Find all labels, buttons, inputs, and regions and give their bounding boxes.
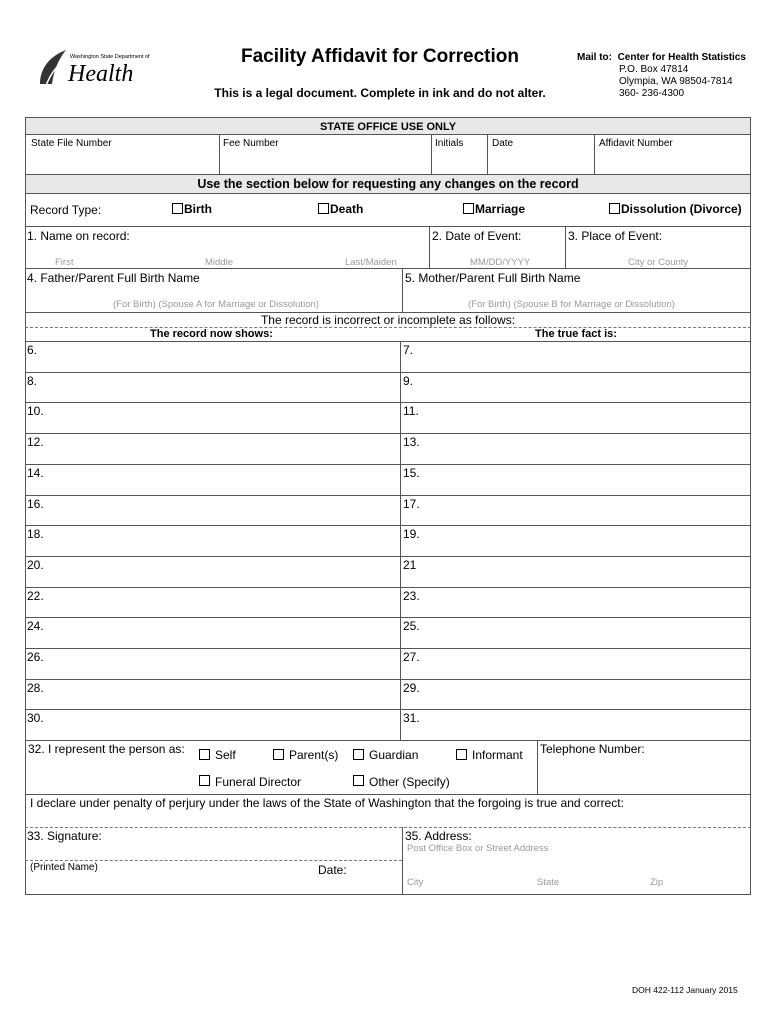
funeral-director-option-label: Funeral Director [215, 775, 302, 789]
true-fact-field[interactable]: 27. [403, 650, 420, 664]
logo-small-text: Washington State Department of [70, 54, 150, 60]
informant-option-label: Informant [472, 748, 523, 762]
city-hint: City [407, 877, 424, 888]
true-fact-field[interactable]: 13. [403, 435, 420, 449]
marriage-option-label: Marriage [475, 202, 526, 216]
self-option-label: Self [215, 748, 236, 762]
row-divider [25, 495, 751, 496]
row-divider [25, 740, 751, 741]
declaration-text: I declare under penalty of perjury under the laws of the State of Washington that the forgoing is true and correct: [30, 796, 624, 810]
row-divider [25, 679, 751, 680]
telephone-field[interactable]: Telephone Number: [540, 742, 645, 756]
signature-date-field[interactable]: Date: [318, 863, 347, 877]
row-column-divider [400, 587, 401, 618]
zip-hint: Zip [650, 877, 664, 888]
row-column-divider [400, 341, 401, 372]
mail-line-3: Olympia, WA 98504-7814 [619, 76, 733, 87]
last-name-hint: Last/Maiden [345, 257, 397, 268]
death-checkbox[interactable] [318, 203, 329, 214]
parents-checkbox[interactable] [273, 749, 284, 760]
record-now-shows-field[interactable]: 10. [27, 404, 44, 418]
row-column-divider [400, 402, 401, 433]
row-divider [25, 556, 751, 557]
fee-number-field[interactable]: Fee Number [223, 138, 279, 149]
doh-logo [36, 44, 150, 90]
other-option-label: Other (Specify) [369, 775, 450, 789]
birth-option-label: Birth [184, 202, 212, 216]
row-column-divider [400, 648, 401, 679]
row-column-divider [400, 433, 401, 464]
true-fact-field[interactable]: 25. [403, 619, 420, 633]
correction-heading: The record is incorrect or incomplete as follows: [260, 313, 516, 327]
initials-field[interactable]: Initials [435, 138, 464, 149]
record-type-label: Record Type: [30, 203, 102, 217]
row-column-divider [400, 525, 401, 556]
address-field[interactable]: 35. Address: [405, 829, 472, 843]
middle-name-hint: Middle [205, 257, 233, 268]
first-name-hint: First [55, 257, 74, 268]
birth-checkbox[interactable] [172, 203, 183, 214]
row-divider [25, 433, 751, 434]
date-of-event-field[interactable]: 2. Date of Event: [432, 229, 522, 243]
mail-to-label: Mail to: [577, 52, 612, 63]
row-column-divider [400, 372, 401, 403]
father-name-hint: (For Birth) (Spouse A for Marriage or Dissolution) [113, 299, 319, 310]
row-divider [25, 525, 751, 526]
record-now-shows-field[interactable]: 28. [27, 681, 44, 695]
represent-label: 32. I represent the person as: [28, 742, 185, 756]
form-title: Facility Affidavit for Correction [241, 46, 519, 67]
record-now-shows-field[interactable]: 30. [27, 711, 44, 725]
marriage-checkbox[interactable] [463, 203, 474, 214]
true-fact-field[interactable]: 15. [403, 466, 420, 480]
mail-line-2: P.O. Box 47814 [619, 64, 689, 75]
row-column-divider [400, 709, 401, 740]
death-option-label: Death [330, 202, 364, 216]
row-column-divider [400, 495, 401, 526]
record-now-shows-field[interactable]: 8. [27, 374, 38, 388]
affidavit-number-field[interactable]: Affidavit Number [599, 138, 673, 149]
informant-checkbox[interactable] [456, 749, 467, 760]
request-heading: Use the section below for requesting any changes on the record [197, 177, 579, 191]
true-fact-field[interactable]: 11. [403, 404, 419, 418]
office-use-title: STATE OFFICE USE ONLY [319, 121, 457, 133]
logo-health-text: Health [68, 61, 134, 87]
true-fact-field[interactable]: 9. [403, 374, 414, 388]
funeral-director-checkbox[interactable] [199, 775, 210, 786]
record-now-shows-field[interactable]: 6. [27, 343, 38, 357]
record-now-shows-field[interactable]: 22. [27, 589, 44, 603]
true-fact-field[interactable]: 23. [403, 589, 420, 603]
record-now-shows-field[interactable]: 26. [27, 650, 44, 664]
true-fact-field[interactable]: 29. [403, 681, 420, 695]
dissolution-checkbox[interactable] [609, 203, 620, 214]
record-now-shows-field[interactable]: 16. [27, 497, 44, 511]
other-checkbox[interactable] [353, 775, 364, 786]
row-column-divider [400, 679, 401, 710]
record-now-shows-field[interactable]: 14. [27, 466, 44, 480]
name-on-record-field[interactable]: 1. Name on record: [27, 229, 130, 243]
father-name-field[interactable]: 4. Father/Parent Full Birth Name [27, 271, 200, 285]
record-now-shows-field[interactable]: 12. [27, 435, 44, 449]
guardian-option-label: Guardian [369, 748, 419, 762]
mail-line-4: 360- 236-4300 [619, 88, 685, 99]
row-divider [25, 648, 751, 649]
record-now-shows-field[interactable]: 18. [27, 527, 44, 541]
true-fact-head: The true fact is: [535, 328, 617, 340]
true-fact-field[interactable]: 31. [403, 711, 420, 725]
signature-field[interactable]: 33. Signature: [27, 829, 102, 843]
street-address-hint: Post Office Box or Street Address [407, 843, 549, 854]
row-column-divider [400, 617, 401, 648]
true-fact-field[interactable]: 21 [403, 558, 417, 572]
city-county-hint: City or County [628, 257, 689, 268]
dissolution-option-label: Dissolution (Divorce) [621, 202, 742, 216]
record-now-shows-field[interactable]: 20. [27, 558, 44, 572]
state-hint: State [537, 877, 560, 888]
mail-to-block [577, 52, 746, 100]
row-divider [25, 464, 751, 465]
parents-option-label: Parent(s) [289, 748, 339, 762]
form-number-footer: DOH 422-112 January 2015 [632, 985, 738, 995]
place-of-event-field[interactable]: 3. Place of Event: [568, 229, 663, 243]
record-now-shows-field[interactable]: 24. [27, 619, 44, 633]
row-divider [25, 402, 751, 403]
row-divider [25, 372, 751, 373]
true-fact-field[interactable]: 7. [403, 343, 414, 357]
date-format-hint: MM/DD/YYYY [470, 257, 531, 268]
record-now-shows-head: The record now shows: [150, 328, 273, 340]
true-fact-field[interactable]: 17. [403, 497, 420, 511]
row-divider [25, 617, 751, 618]
mail-line-1: Center for Health Statistics [617, 52, 746, 63]
row-divider [25, 341, 751, 342]
office-date-field[interactable]: Date [492, 138, 514, 149]
mother-name-hint: (For Birth) (Spouse B for Marriage or Dissolution) [468, 299, 675, 310]
row-divider [25, 709, 751, 710]
true-fact-field[interactable]: 19. [403, 527, 420, 541]
row-column-divider [400, 464, 401, 495]
row-divider [25, 587, 751, 588]
guardian-checkbox[interactable] [353, 749, 364, 760]
state-file-number-field[interactable]: State File Number [31, 138, 112, 149]
self-checkbox[interactable] [199, 749, 210, 760]
row-column-divider [400, 556, 401, 587]
printed-name-field[interactable]: (Printed Name) [30, 862, 98, 873]
form-subtitle: This is a legal document. Complete in ink and do not alter. [214, 86, 546, 100]
mother-name-field[interactable]: 5. Mother/Parent Full Birth Name [405, 271, 581, 285]
